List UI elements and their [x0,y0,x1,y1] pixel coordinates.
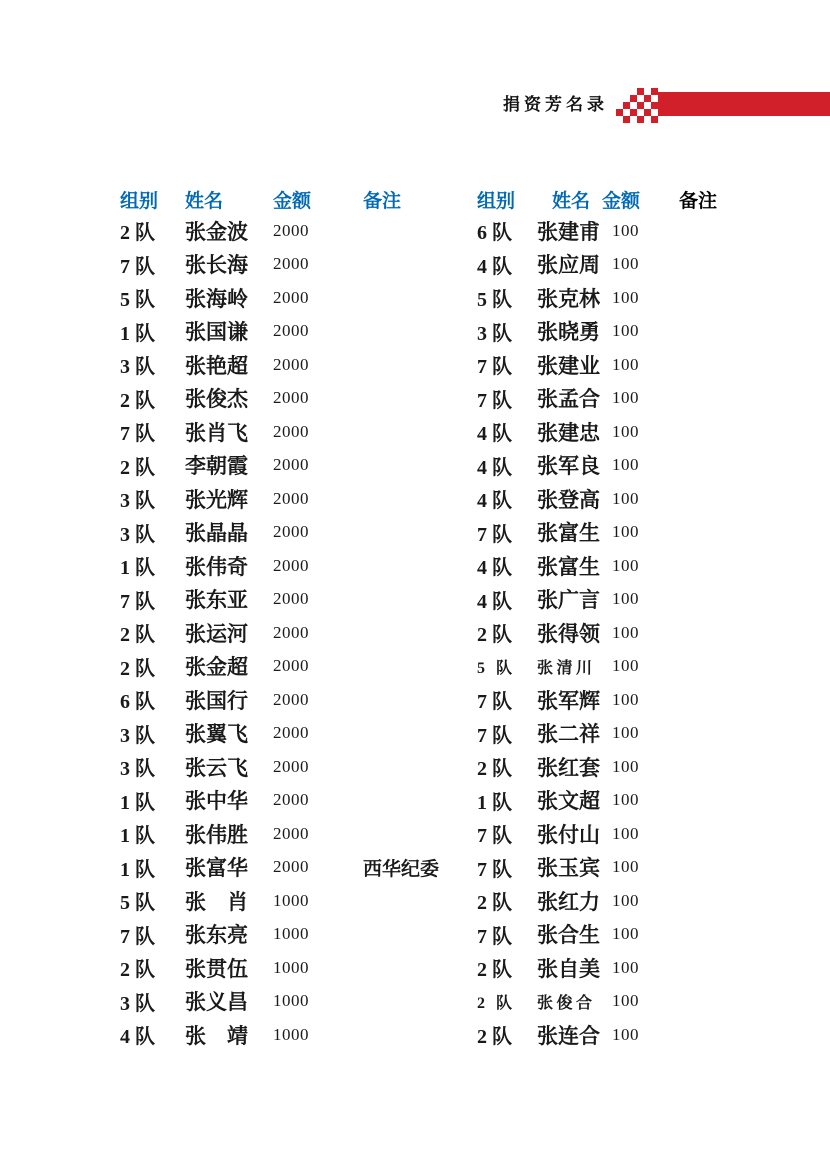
group-cell: 7 队 [120,925,155,948]
name-cell: 张伟胜 [185,822,248,847]
name-cell: 张翼飞 [185,722,248,747]
group-cell: 7 队 [477,724,512,747]
table-row [477,516,777,550]
name-cell: 张光辉 [185,487,248,512]
name-cell: 张俊合 [537,994,596,1012]
amount-cell: 100 [612,622,639,642]
group-cell: 2 队 [120,389,155,412]
name-cell: 张玉宾 [537,856,600,881]
table-row [120,348,460,382]
name-cell: 张长海 [185,253,248,278]
group-cell: 4 队 [120,1026,155,1049]
table-row [477,214,777,248]
group-cell: 3 队 [120,758,155,781]
amount-cell: 100 [612,957,639,977]
amount-cell: 100 [612,689,639,709]
amount-cell: 2000 [273,756,309,776]
header-remark: 备注 [679,191,718,212]
table-row [477,616,777,650]
table-row [120,985,460,1019]
group-cell: 2 队 [120,624,155,647]
table-row [477,717,777,751]
table-row [477,549,777,583]
group-cell: 3 队 [120,724,155,747]
page-title: 捐资芳名录 [503,95,608,114]
group-cell: 2 队 [477,758,512,781]
name-cell: 张富华 [185,856,248,881]
group-cell: 5 队 [477,289,512,312]
amount-cell: 2000 [273,321,309,341]
table-body [120,214,460,1052]
amount-cell: 100 [612,823,639,843]
amount-cell: 100 [612,522,639,542]
table-row [477,750,777,784]
group-cell: 1 队 [120,322,155,345]
group-cell: 4 队 [477,557,512,580]
group-cell: 2 队 [477,994,516,1012]
amount-cell: 2000 [273,488,309,508]
table-row [120,784,460,818]
group-cell: 4 队 [477,590,512,613]
name-cell: 张晓勇 [537,320,600,345]
amount-cell: 2000 [273,622,309,642]
group-cell: 3 队 [120,490,155,513]
amount-cell: 2000 [273,555,309,575]
amount-cell: 100 [612,388,639,408]
group-cell: 7 队 [120,590,155,613]
table-row [477,315,777,349]
amount-cell: 100 [612,924,639,944]
amount-cell: 100 [612,488,639,508]
amount-cell: 100 [612,890,639,910]
name-cell: 张富生 [537,521,600,546]
group-cell: 3 队 [120,356,155,379]
group-cell: 4 队 [477,456,512,479]
table-header-row [477,185,777,214]
header-amount: 金额 [602,191,641,212]
table-row [120,1018,460,1052]
name-cell: 张连合 [537,1023,600,1048]
amount-cell: 100 [612,756,639,776]
name-cell: 张克林 [537,286,600,311]
amount-cell: 100 [612,656,639,676]
name-cell: 张红力 [537,889,600,914]
name-cell: 张中华 [185,789,248,814]
name-cell: 张清川 [537,659,596,677]
table-row [120,583,460,617]
table-row [477,482,777,516]
table-row [477,951,777,985]
table-row [120,717,460,751]
amount-cell: 2000 [273,857,309,877]
name-cell: 张富生 [537,554,600,579]
amount-cell: 2000 [273,656,309,676]
name-cell: 张俊杰 [185,387,248,412]
name-cell: 张军辉 [537,688,600,713]
group-cell: 1 队 [120,791,155,814]
name-cell: 张建业 [537,353,600,378]
header-amount: 金额 [273,191,312,212]
amount-cell: 2000 [273,354,309,374]
name-cell: 张海岭 [185,286,248,311]
amount-cell: 1000 [273,924,309,944]
amount-cell: 100 [612,589,639,609]
name-cell: 张国谦 [185,320,248,345]
amount-cell: 100 [612,455,639,475]
amount-cell: 100 [612,254,639,274]
name-cell: 张登高 [537,487,600,512]
table-row [477,348,777,382]
group-cell: 3 队 [120,992,155,1015]
table-row [477,851,777,885]
name-cell: 李朝霞 [185,454,248,479]
group-cell: 7 队 [477,389,512,412]
group-cell: 2 队 [120,959,155,982]
table-row [477,784,777,818]
group-cell: 5 队 [120,289,155,312]
group-cell: 7 队 [477,858,512,881]
name-cell: 张伟奇 [185,554,248,579]
group-cell: 3 队 [120,523,155,546]
amount-cell: 100 [612,421,639,441]
table-header-row [120,185,460,214]
table-row [477,449,777,483]
table-row [120,683,460,717]
group-cell: 3 队 [477,322,512,345]
table-row [120,281,460,315]
group-cell: 2 队 [120,222,155,245]
group-cell: 7 队 [477,356,512,379]
table-row [120,918,460,952]
amount-cell: 1000 [273,957,309,977]
name-cell: 张肖飞 [185,420,248,445]
table-row [477,884,777,918]
group-cell: 1 队 [120,858,155,881]
header-group: 组别 [120,191,159,212]
group-cell: 5 队 [477,659,516,677]
amount-cell: 100 [612,321,639,341]
name-cell: 张义昌 [185,990,248,1015]
name-cell: 张东亮 [185,923,248,948]
table-row [120,382,460,416]
amount-cell: 100 [612,354,639,374]
name-cell: 张金超 [185,655,248,680]
name-cell: 张云飞 [185,755,248,780]
header-red-bar [658,92,830,116]
table-row [477,817,777,851]
table-row [120,750,460,784]
name-cell: 张合生 [537,923,600,948]
table-row [477,382,777,416]
name-cell: 张金波 [185,219,248,244]
table-row [120,851,460,885]
table-row [120,817,460,851]
amount-cell: 100 [612,220,639,240]
header-name: 姓名 [552,191,591,212]
name-cell: 张运河 [185,621,248,646]
group-cell: 7 队 [120,423,155,446]
amount-cell: 100 [612,555,639,575]
name-cell: 张红套 [537,755,600,780]
checker-pattern-icon [616,88,658,123]
amount-cell: 1000 [273,890,309,910]
amount-cell: 2000 [273,823,309,843]
table-row [477,650,777,684]
remark-cell: 西华纪委 [363,858,440,880]
group-cell: 2 队 [477,624,512,647]
table-row [477,918,777,952]
table-row [120,449,460,483]
name-cell: 张国行 [185,688,248,713]
table-row [120,549,460,583]
table-row [477,415,777,449]
amount-cell: 2000 [273,790,309,810]
group-cell: 6 队 [120,691,155,714]
table-row [120,616,460,650]
header-name: 姓名 [185,191,224,212]
group-cell: 1 队 [477,791,512,814]
group-cell: 7 队 [477,825,512,848]
amount-cell: 2000 [273,589,309,609]
group-cell: 4 队 [477,490,512,513]
amount-cell: 2000 [273,421,309,441]
group-cell: 2 队 [477,892,512,915]
name-cell: 张付山 [537,822,600,847]
name-cell: 张 肖 [185,889,248,914]
table-body [477,214,777,1052]
table-row [120,650,460,684]
table-row [120,884,460,918]
name-cell: 张军良 [537,454,600,479]
name-cell: 张文超 [537,789,600,814]
group-cell: 7 队 [120,255,155,278]
name-cell: 张晶晶 [185,521,248,546]
group-cell: 1 队 [120,557,155,580]
amount-cell: 2000 [273,254,309,274]
name-cell: 张艳超 [185,353,248,378]
group-cell: 5 队 [120,892,155,915]
amount-cell: 2000 [273,220,309,240]
amount-cell: 100 [612,857,639,877]
group-cell: 4 队 [477,255,512,278]
name-cell: 张建忠 [537,420,600,445]
name-cell: 张二祥 [537,722,600,747]
amount-cell: 100 [612,991,639,1011]
amount-cell: 1000 [273,1024,309,1044]
group-cell: 7 队 [477,691,512,714]
donation-table-left [120,185,460,1052]
name-cell: 张建甫 [537,219,600,244]
header-remark: 备注 [363,191,402,212]
group-cell: 7 队 [477,523,512,546]
amount-cell: 100 [612,287,639,307]
name-cell: 张孟合 [537,387,600,412]
table-row [120,951,460,985]
amount-cell: 2000 [273,287,309,307]
table-row [477,281,777,315]
table-row [477,583,777,617]
table-row [120,214,460,248]
name-cell: 张 靖 [185,1023,248,1048]
amount-cell: 100 [612,790,639,810]
table-row [120,415,460,449]
table-row [477,248,777,282]
table-row [120,248,460,282]
table-row [120,482,460,516]
amount-cell: 1000 [273,991,309,1011]
name-cell: 张应周 [537,253,600,278]
name-cell: 张自美 [537,956,600,981]
table-row [120,516,460,550]
name-cell: 张东亚 [185,588,248,613]
group-cell: 2 队 [120,657,155,680]
donation-table-right [477,185,777,1052]
group-cell: 6 队 [477,222,512,245]
group-cell: 7 队 [477,925,512,948]
table-row [120,315,460,349]
header-group: 组别 [477,191,516,212]
amount-cell: 2000 [273,689,309,709]
amount-cell: 2000 [273,522,309,542]
name-cell: 张得领 [537,621,600,646]
amount-cell: 2000 [273,723,309,743]
table-row [477,683,777,717]
name-cell: 张广言 [537,588,600,613]
table-row [477,985,777,1019]
group-cell: 2 队 [477,959,512,982]
group-cell: 1 队 [120,825,155,848]
table-row [477,1018,777,1052]
group-cell: 4 队 [477,423,512,446]
name-cell: 张贯伍 [185,956,248,981]
amount-cell: 2000 [273,388,309,408]
amount-cell: 100 [612,1024,639,1044]
group-cell: 2 队 [120,456,155,479]
amount-cell: 2000 [273,455,309,475]
amount-cell: 100 [612,723,639,743]
group-cell: 2 队 [477,1026,512,1049]
